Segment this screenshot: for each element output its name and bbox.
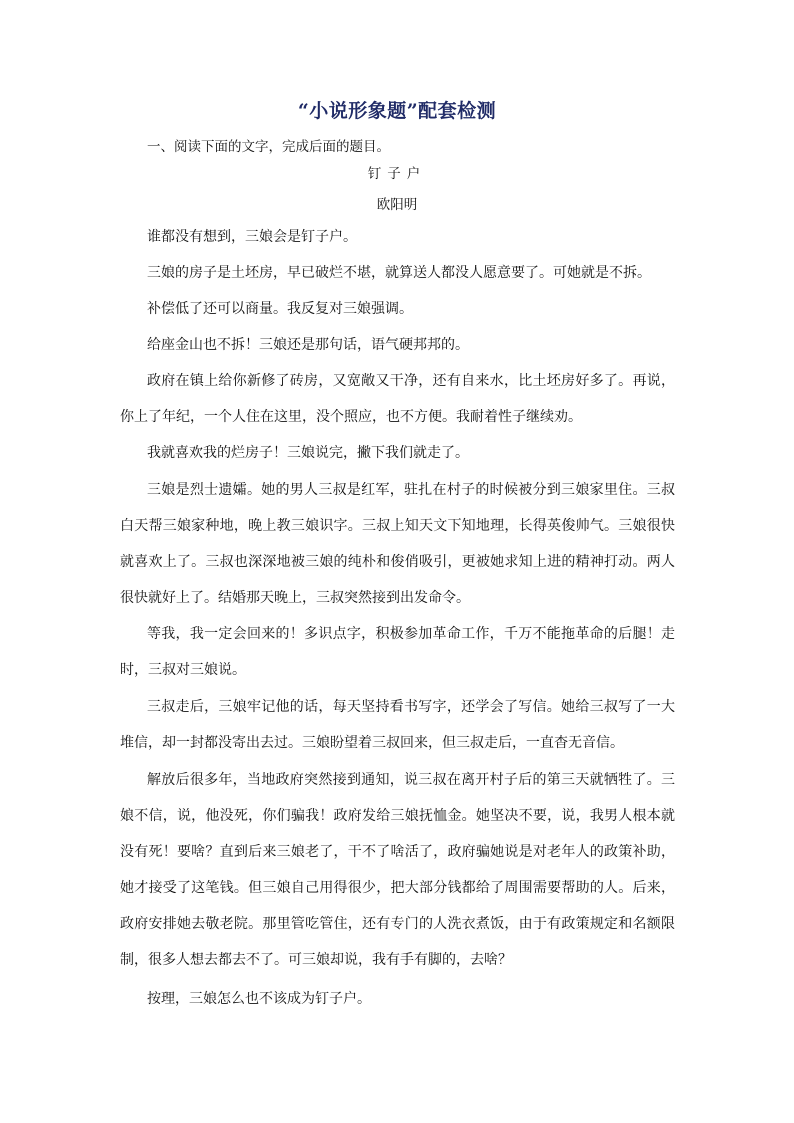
paragraph: 补偿低了还可以商量。我反复对三娘强调。 <box>147 301 413 317</box>
paragraph: 谁都没有想到，三娘会是钉子户。 <box>147 229 357 245</box>
paragraph: 三娘是烈士遗孀。她的男人三叔是红军，驻扎在村子的时候被分到三娘家里住。三叔白天帮三娘家种地，晚上教三娘识字。三叔上知天文下知地理，长得英俊帅气。三娘很快就喜欢上了。三叔也深深地被三娘的纯朴和俊俏吸引，更被她求知上进的精神打动。两人很快就好上了。结婚那天晚上，三叔突然接到出发命令。 <box>120 482 675 606</box>
story-title: 钉子户 <box>367 166 427 182</box>
paragraph: 三娘的房子是土坯房，早已破烂不堪，就算送人都没人愿意要了。可她就是不拆。 <box>147 265 651 281</box>
paragraph: 我就喜欢我的烂房子！三娘说完，撇下我们就走了。 <box>147 445 469 461</box>
paragraph: 三叔走后，三娘牢记他的话，每天坚持看书写字，还学会了写信。她给三叔写了一大堆信，却一封都没寄出去过。三娘盼望着三叔回来，但三叔走后，一直杳无音信。 <box>120 699 675 751</box>
paragraph: 政府在镇上给你新修了砖房，又宽敞又干净，还有自来水，比土坯房好多了。再说，你上了年纪，一个人住在这里，没个照应，也不方便。我耐着性子继续劝。 <box>120 373 675 425</box>
paragraph: 给座金山也不拆！三娘还是那句话，语气硬邦邦的。 <box>147 337 469 353</box>
story-author: 欧阳明 <box>376 197 418 213</box>
question-instruction: 一、阅读下面的文字，完成后面的题目。 <box>147 139 390 155</box>
document-title: “小说形象题”配套检测 <box>297 100 497 122</box>
paragraph: 按理，三娘怎么也不该成为钉子户。 <box>147 991 371 1007</box>
paragraph: 等我，我一定会回来的！多识点字，积极参加革命工作，千万不能拖革命的后腿！走时，三叔对三娘说。 <box>120 626 675 678</box>
paragraph: 解放后很多年，当地政府突然接到通知，说三叔在离开村子后的第三天就牺牲了。三娘不信，说，他没死，你们骗我！政府发给三娘抚恤金。她坚决不要，说，我男人根本就没有死！要啥？直到后来三娘老了，干不了啥活了，政府骗她说是对老年人的政策补助，她才接受了这笔钱。但三娘自己用得很少，把大部分钱都给了周围需要帮助的人。后来，政府安排她去敬老院。那里管吃管住，还有专门的人洗衣煮饭，由于有政策规定和名额限制，很多人想去都去不了。可三娘却说，我有手有脚的，去啥？ <box>120 772 675 968</box>
